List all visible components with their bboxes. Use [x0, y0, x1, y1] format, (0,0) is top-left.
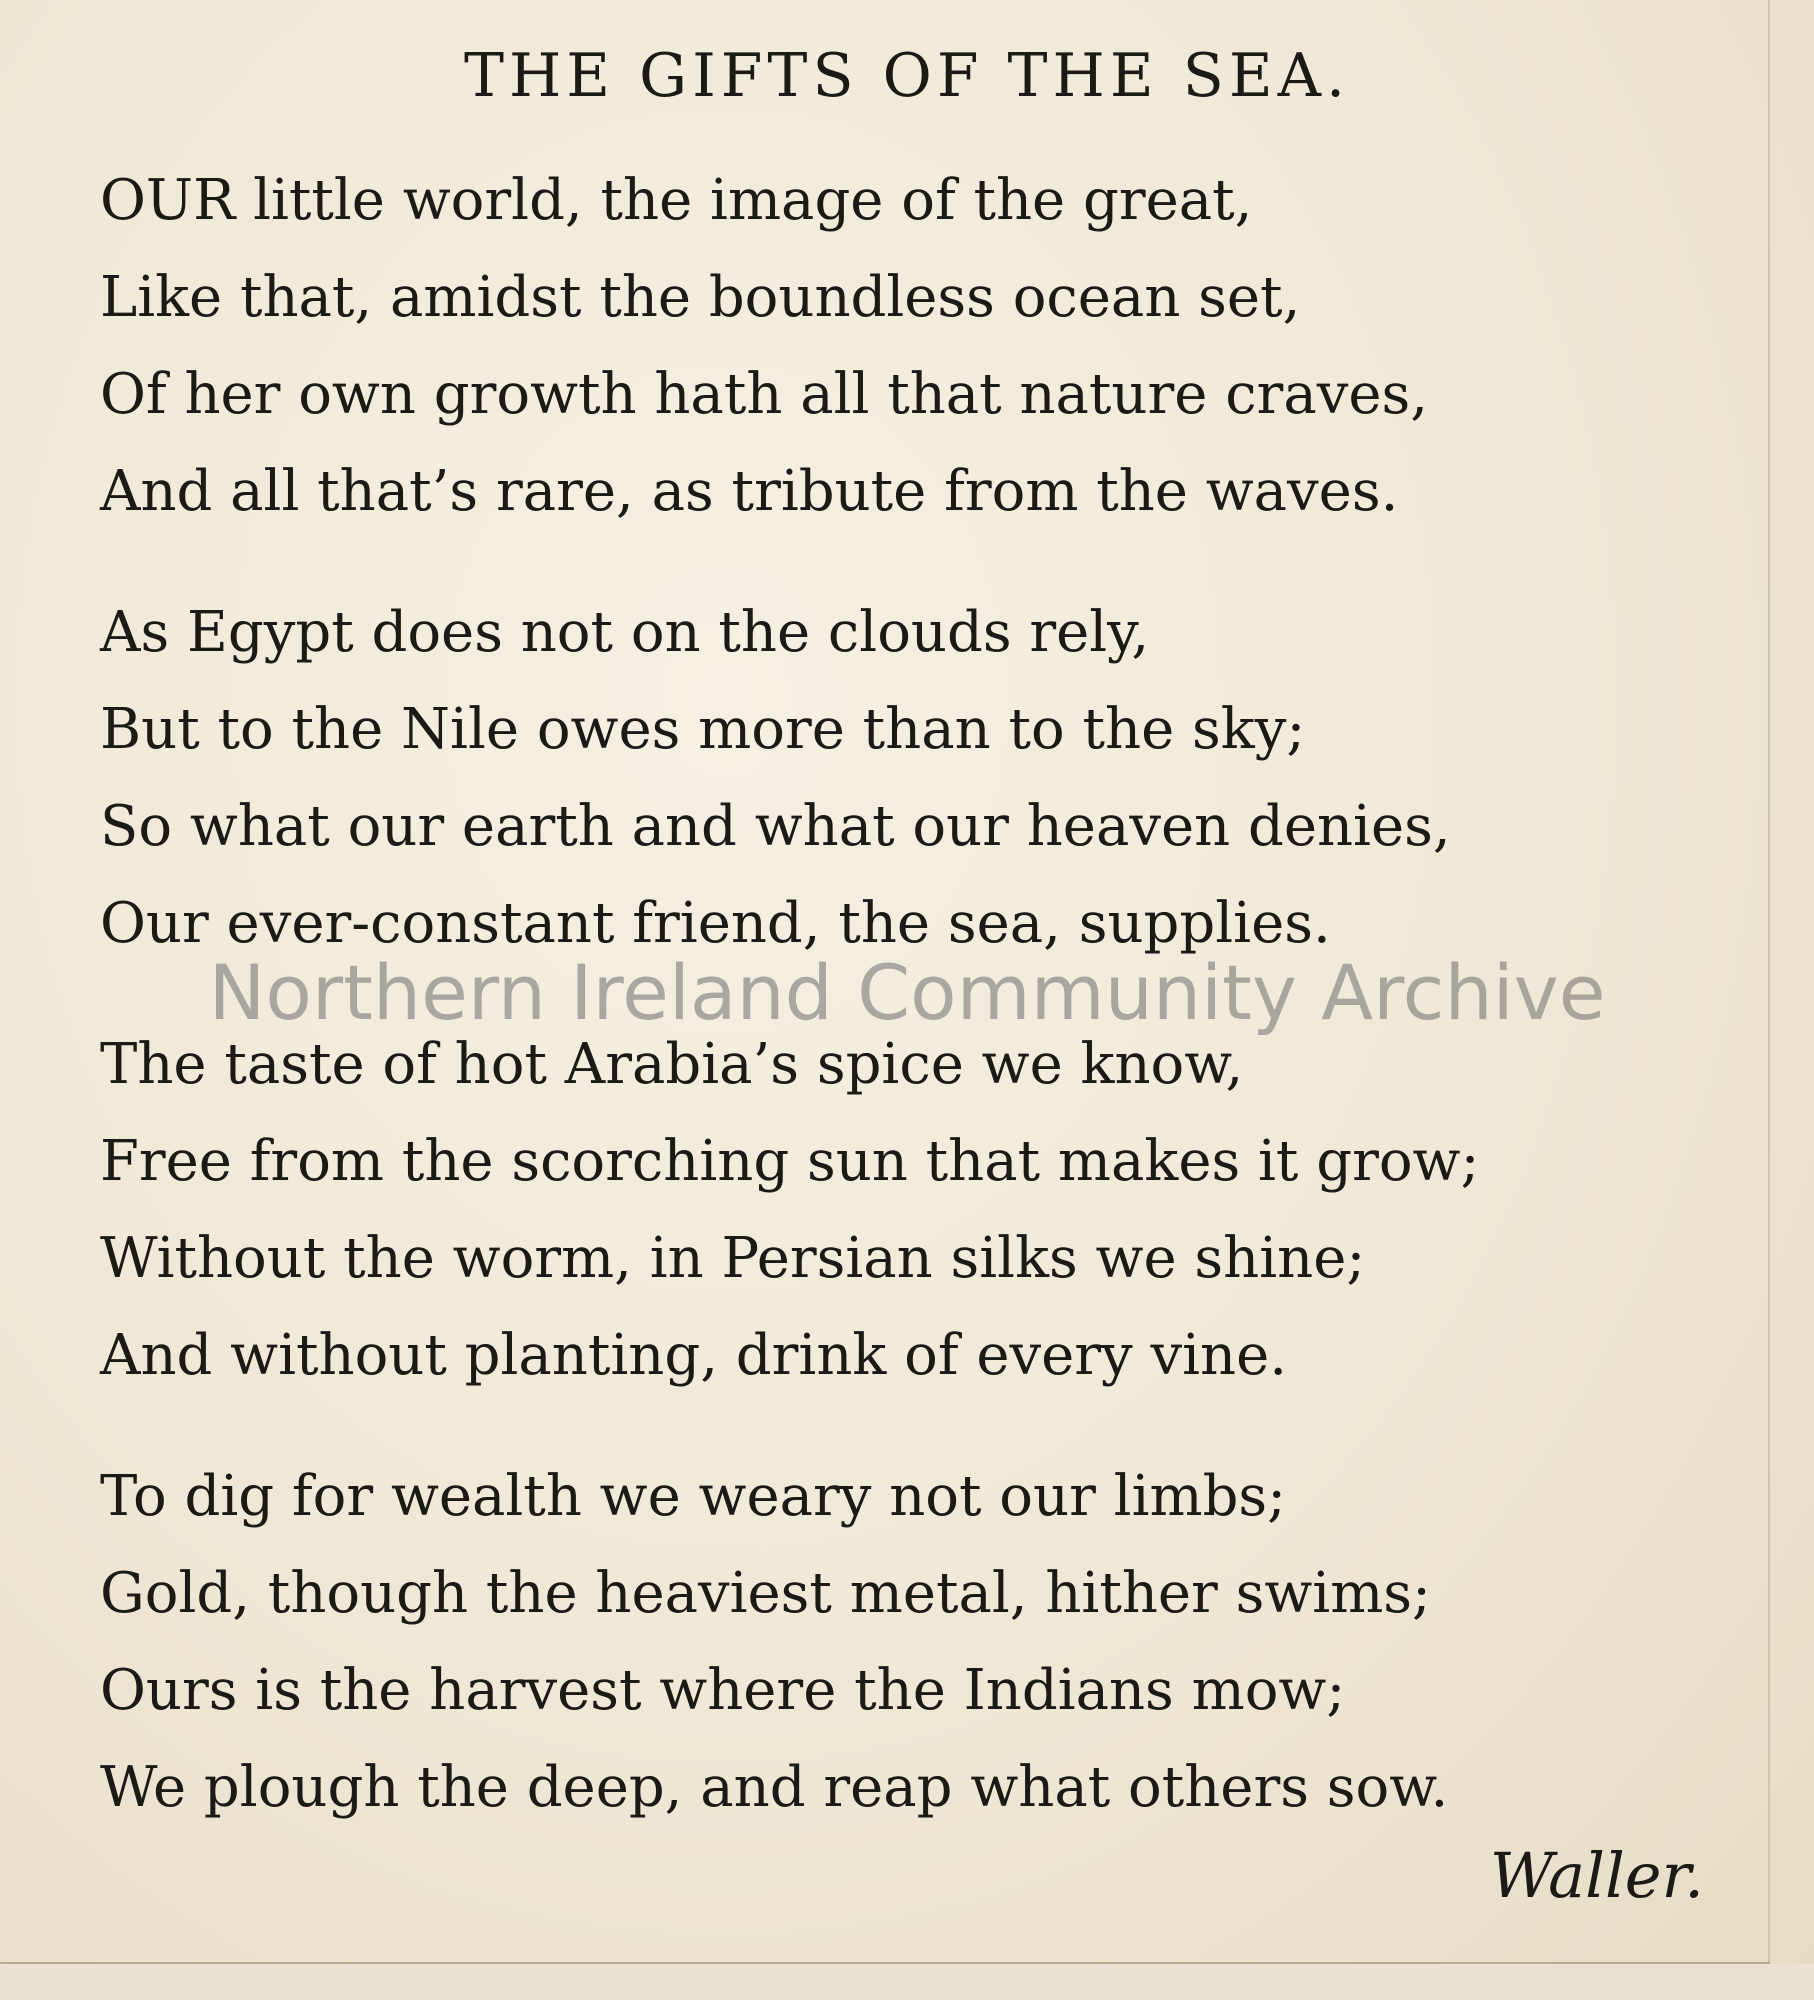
- stanza-1: [100, 152, 1760, 540]
- poem-line: Our ever-constant friend, the sea, supplies.: [100, 891, 1331, 956]
- poem-line: And all that’s rare, as tribute from the waves.: [100, 459, 1399, 524]
- poem-line: Of her own growth hath all that nature craves,: [100, 362, 1429, 427]
- poem-line: Like that, amidst the boundless ocean set,: [100, 265, 1301, 330]
- poem-line: So what our earth and what our heaven denies,: [100, 794, 1451, 859]
- stanza-3: [100, 1016, 1760, 1404]
- poem-line: Gold, though the heaviest metal, hither swims;: [100, 1561, 1431, 1626]
- poem-line: We plough the deep, and reap what others sow.: [100, 1755, 1449, 1820]
- poem-line: OUR little world, the image of the great,: [100, 168, 1253, 233]
- poem-title: THE GIFTS OF THE SEA.: [463, 41, 1351, 111]
- author-signature: Waller.: [1489, 1839, 1704, 1912]
- poem-line: As Egypt does not on the clouds rely,: [100, 600, 1150, 665]
- poem-line: And without planting, drink of every vine.: [100, 1323, 1288, 1388]
- stanza-4: [100, 1448, 1760, 1836]
- archive-watermark: Northern Ireland Community Archive: [208, 948, 1606, 1037]
- stanza-2: [100, 584, 1760, 972]
- poem-line: Ours is the harvest where the Indians mow;: [100, 1658, 1346, 1723]
- poem-line: The taste of hot Arabia’s spice we know,: [100, 1032, 1244, 1097]
- poem-line: To dig for wealth we weary not our limbs;: [100, 1464, 1287, 1529]
- poem-line: Free from the scorching sun that makes it grow;: [100, 1129, 1480, 1194]
- paper-bottom-edge: [0, 1962, 1770, 1964]
- background-strip: [0, 1964, 1814, 2000]
- poem-line: But to the Nile owes more than to the sky;: [100, 697, 1306, 762]
- poem-line: Without the worm, in Persian silks we shine;: [100, 1226, 1366, 1291]
